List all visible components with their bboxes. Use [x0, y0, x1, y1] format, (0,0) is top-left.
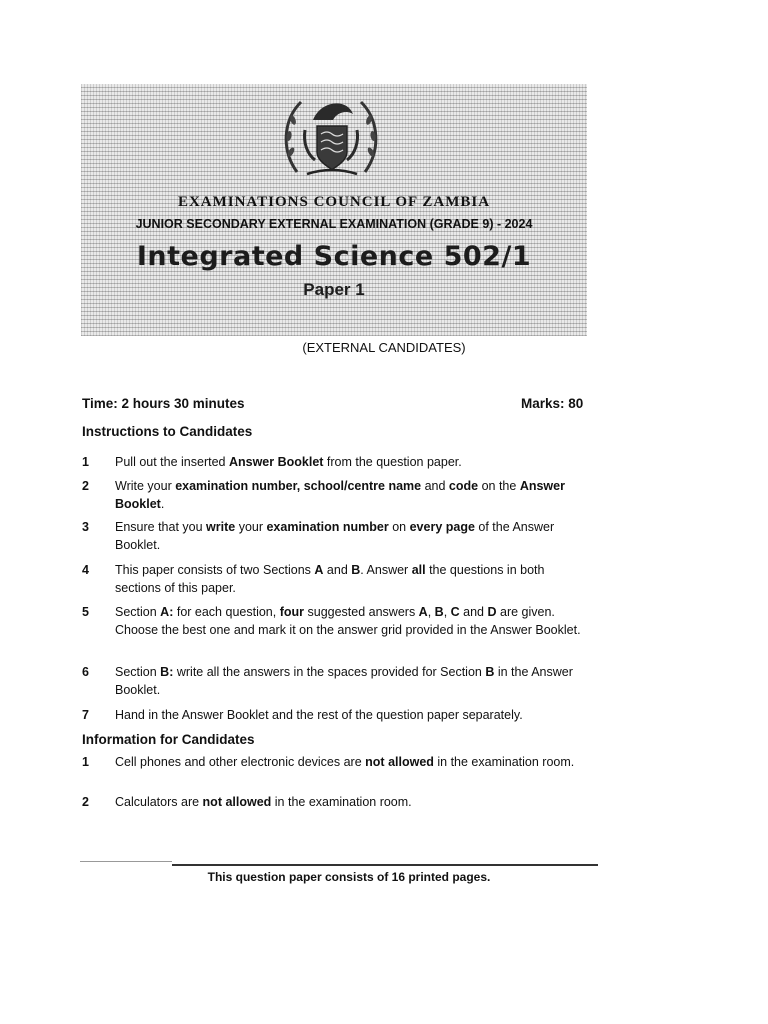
instruction-item-text: Write your examination number, school/centre name and code on the Answer Booklet.: [115, 479, 565, 511]
information-item-text: Cell phones and other electronic devices are not allowed in the examination room.: [115, 755, 575, 769]
instruction-item-number: 5: [82, 605, 89, 619]
instruction-item-text: Pull out the inserted Answer Booklet from the question paper.: [115, 455, 462, 469]
subject-title: Integrated Science 502/1: [136, 241, 532, 272]
instruction-item-number: 1: [82, 455, 89, 469]
coat-of-arms-icon: [277, 90, 385, 180]
instruction-item-number: 2: [82, 479, 89, 493]
footer-divider-thin: [80, 861, 172, 862]
instruction-item-text: Section B: write all the answers in the spaces provided for Section B in the Answer Booklet.: [115, 665, 573, 697]
instruction-item-number: 3: [82, 520, 89, 534]
instruction-item-number: 6: [82, 665, 89, 679]
instruction-item-1: [82, 453, 592, 471]
instruction-item-text: Ensure that you write your examination number on every page of the Answer Booklet.: [115, 520, 555, 552]
exam-time: Time: 2 hours 30 minutes: [82, 396, 245, 411]
instruction-item-text: This paper consists of two Sections A and B. Answer all the questions in both sections of this paper.: [115, 563, 545, 595]
information-item-2: [82, 793, 592, 811]
instruction-item-7: [82, 706, 592, 724]
information-heading: Information for Candidates: [82, 732, 255, 747]
information-item-number: 2: [82, 795, 89, 809]
instruction-item-4: [82, 561, 592, 597]
instruction-item-number: 4: [82, 563, 89, 577]
instruction-item-3: [82, 518, 592, 554]
candidates-label: (EXTERNAL CANDIDATES): [302, 340, 466, 355]
paper-number: Paper 1: [303, 280, 365, 299]
instruction-item-6: [82, 663, 592, 699]
information-item-1: [82, 753, 592, 771]
header-banner: [81, 84, 587, 336]
instruction-item-5: [82, 603, 592, 639]
instruction-item-2: [82, 477, 592, 513]
instruction-item-number: 7: [82, 708, 89, 722]
instruction-item-text: Section A: for each question, four suggested answers A, B, C and D are given. Choose the best one and mark it on the answer grid provided in the Answer Booklet.: [115, 605, 581, 637]
information-item-number: 1: [82, 755, 89, 769]
council-name: EXAMINATIONS COUNCIL OF ZAMBIA: [177, 194, 491, 210]
exam-name: JUNIOR SECONDARY EXTERNAL EXAMINATION (GRADE 9) - 2024: [135, 217, 533, 231]
information-item-text: Calculators are not allowed in the examination room.: [115, 795, 412, 809]
page-count-note: This question paper consists of 16 printed pages.: [207, 870, 491, 884]
exam-marks: Marks: 80: [521, 396, 584, 411]
instructions-heading: Instructions to Candidates: [82, 424, 253, 439]
footer-divider: [172, 864, 598, 866]
instruction-item-text: Hand in the Answer Booklet and the rest of the question paper separately.: [115, 708, 523, 722]
